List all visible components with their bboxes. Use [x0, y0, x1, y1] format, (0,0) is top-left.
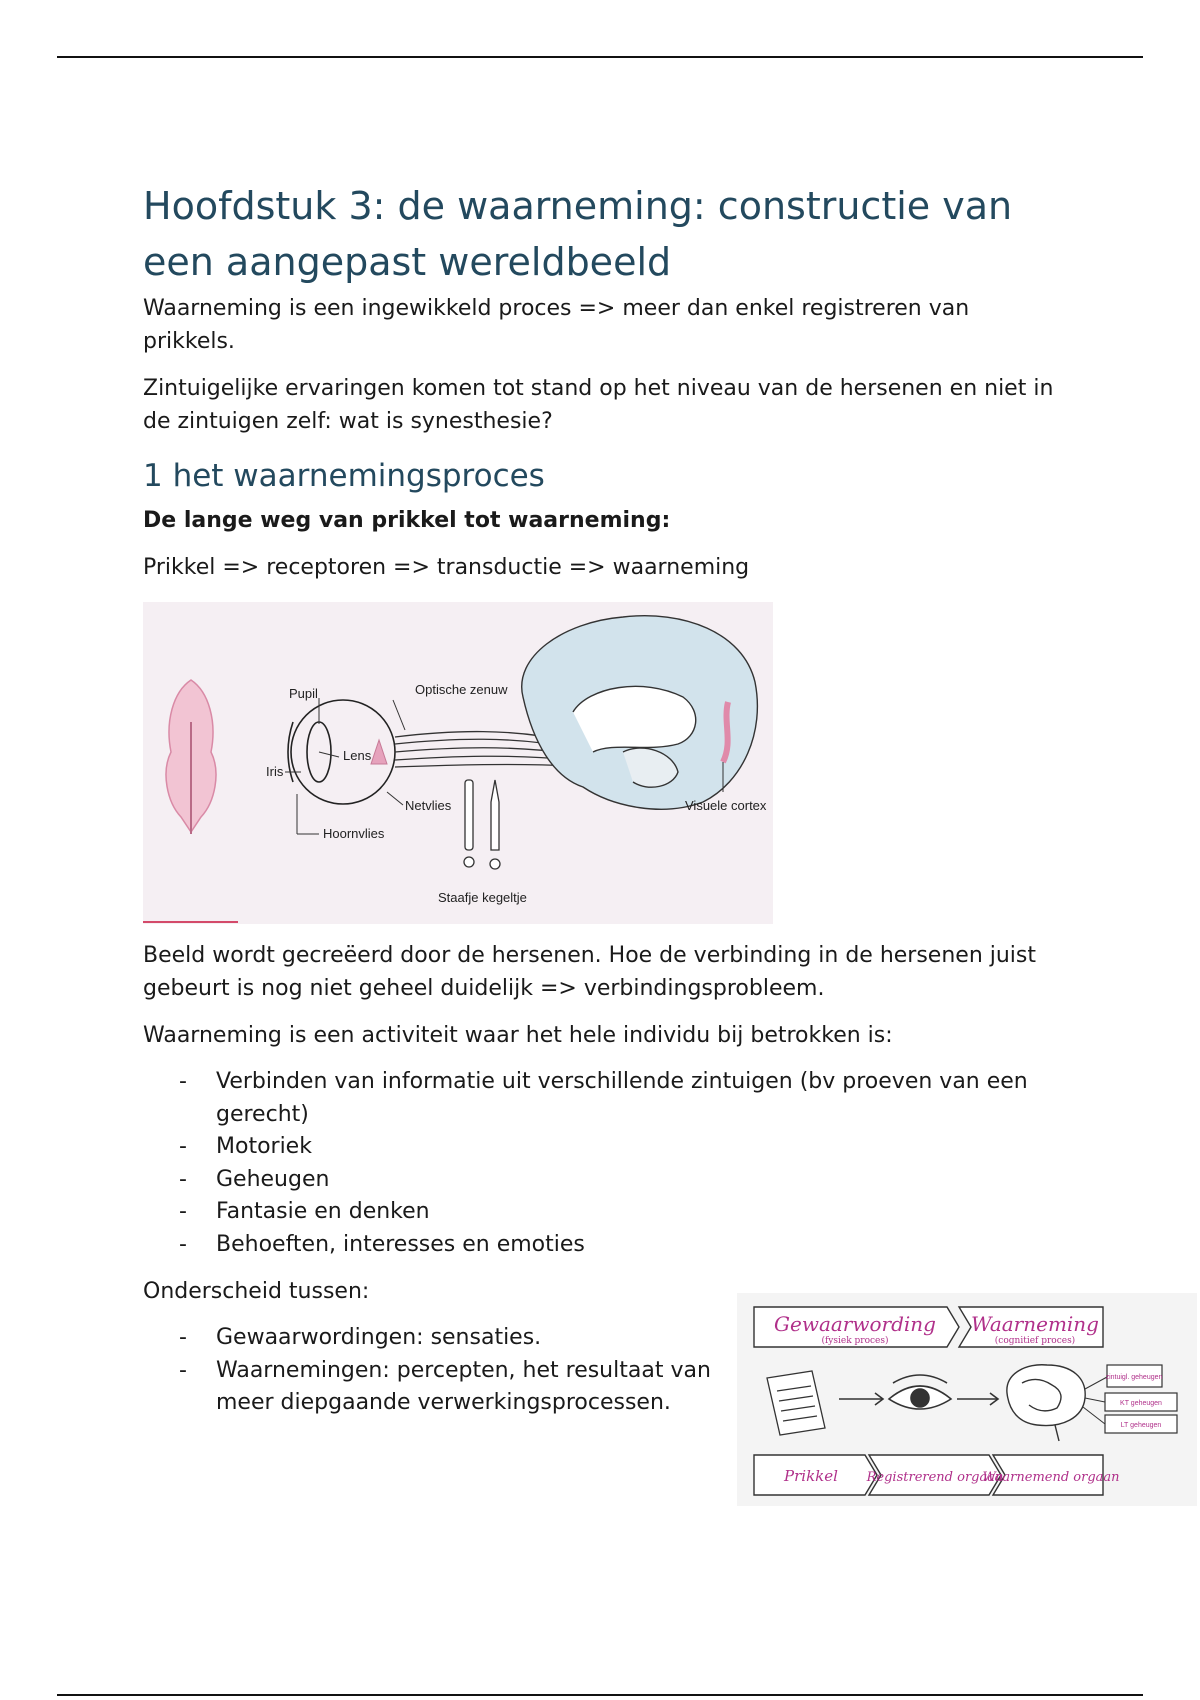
label-lens: Lens: [343, 748, 372, 763]
paragraph-4: Waarneming is een activiteit waar het hele individu bij betrokken is:: [143, 1023, 893, 1048]
label-iris: Iris: [266, 764, 284, 779]
section-heading: 1 het waarnemingsproces: [143, 458, 545, 494]
process-figure: [737, 1293, 1197, 1506]
header-rule: [57, 56, 1143, 58]
label-rods-cones: Staafje kegeltje: [438, 890, 527, 905]
paragraph-5: Onderscheid tussen:: [143, 1279, 370, 1304]
list-item: - Fantasie en denken: [179, 1199, 430, 1224]
svg-text:(cognitief proces): (cognitief proces): [994, 1336, 1076, 1346]
activity-list: [143, 1066, 1063, 1261]
distinction-list: [143, 1322, 723, 1420]
list-item: - Motoriek: [179, 1134, 312, 1159]
label-retina: Netvlies: [405, 798, 452, 813]
label-visual-cortex: Visuele cortex: [685, 798, 767, 813]
list-item: - Geheugen: [179, 1166, 330, 1192]
label-prikkel: Prikkel: [784, 1467, 838, 1485]
label-memory-2: KT geheugen: [1120, 1400, 1162, 1407]
chapter-heading: Hoofdstuk 3: de waarneming: constructie van een aangepast wereldbeeld: [143, 184, 1013, 284]
label-gewaarwording: Gewaarwording: [774, 1312, 936, 1336]
paragraph-3: Beeld wordt gecreëerd door de hersenen. Hoe de verbinding in de hersenen juist gebeurt is nog niet geheel duidelijk => verbindingsprobleem.: [143, 943, 1037, 1001]
label-waarneming: Waarneming: [971, 1312, 1099, 1336]
label-optic-nerve: Optische zenuw: [415, 682, 508, 697]
intro-paragraph-2: Zintuigelijke ervaringen komen tot stand op het niveau van de hersenen en niet in de zintuigen zelf: wat is synesthesie?: [143, 376, 1054, 434]
intro-paragraph-1: Waarneming is een ingewikkeld proces => meer dan enkel registreren van prikkels.: [143, 296, 970, 354]
list-item: - Behoeften, interesses en emoties: [179, 1231, 585, 1257]
list-item: - Waarnemingen: percepten, het resultaat van meer diepgaande verwerkingsprocessen.: [179, 1357, 711, 1415]
stimulus-chain: Prikkel => receptoren => transductie => waarneming: [143, 555, 750, 580]
list-item: - Gewaarwordingen: sensaties.: [179, 1325, 542, 1350]
label-pupil: Pupil: [289, 686, 318, 701]
list-item: - Verbinden van informatie uit verschillende zintuigen (bv proeven van een gerecht): [179, 1069, 1028, 1127]
label-cornea: Hoornvlies: [323, 826, 385, 841]
section-subtitle: De lange weg van prikkel tot waarneming:: [143, 508, 671, 533]
label-registrerend-orgaan: Registrerend orgaan: [866, 1470, 1004, 1485]
footer-rule: [57, 1694, 1143, 1696]
label-memory-3: LT geheugen: [1120, 1422, 1162, 1429]
svg-text:(fysiek proces): (fysiek proces): [821, 1336, 889, 1346]
label-memory-1: zintuigl. geheugen: [1105, 1374, 1163, 1381]
label-waarnemend-orgaan: Waarnemend orgaan: [982, 1470, 1120, 1485]
page-content: [143, 178, 1063, 1420]
eye-brain-figure: [143, 602, 773, 924]
